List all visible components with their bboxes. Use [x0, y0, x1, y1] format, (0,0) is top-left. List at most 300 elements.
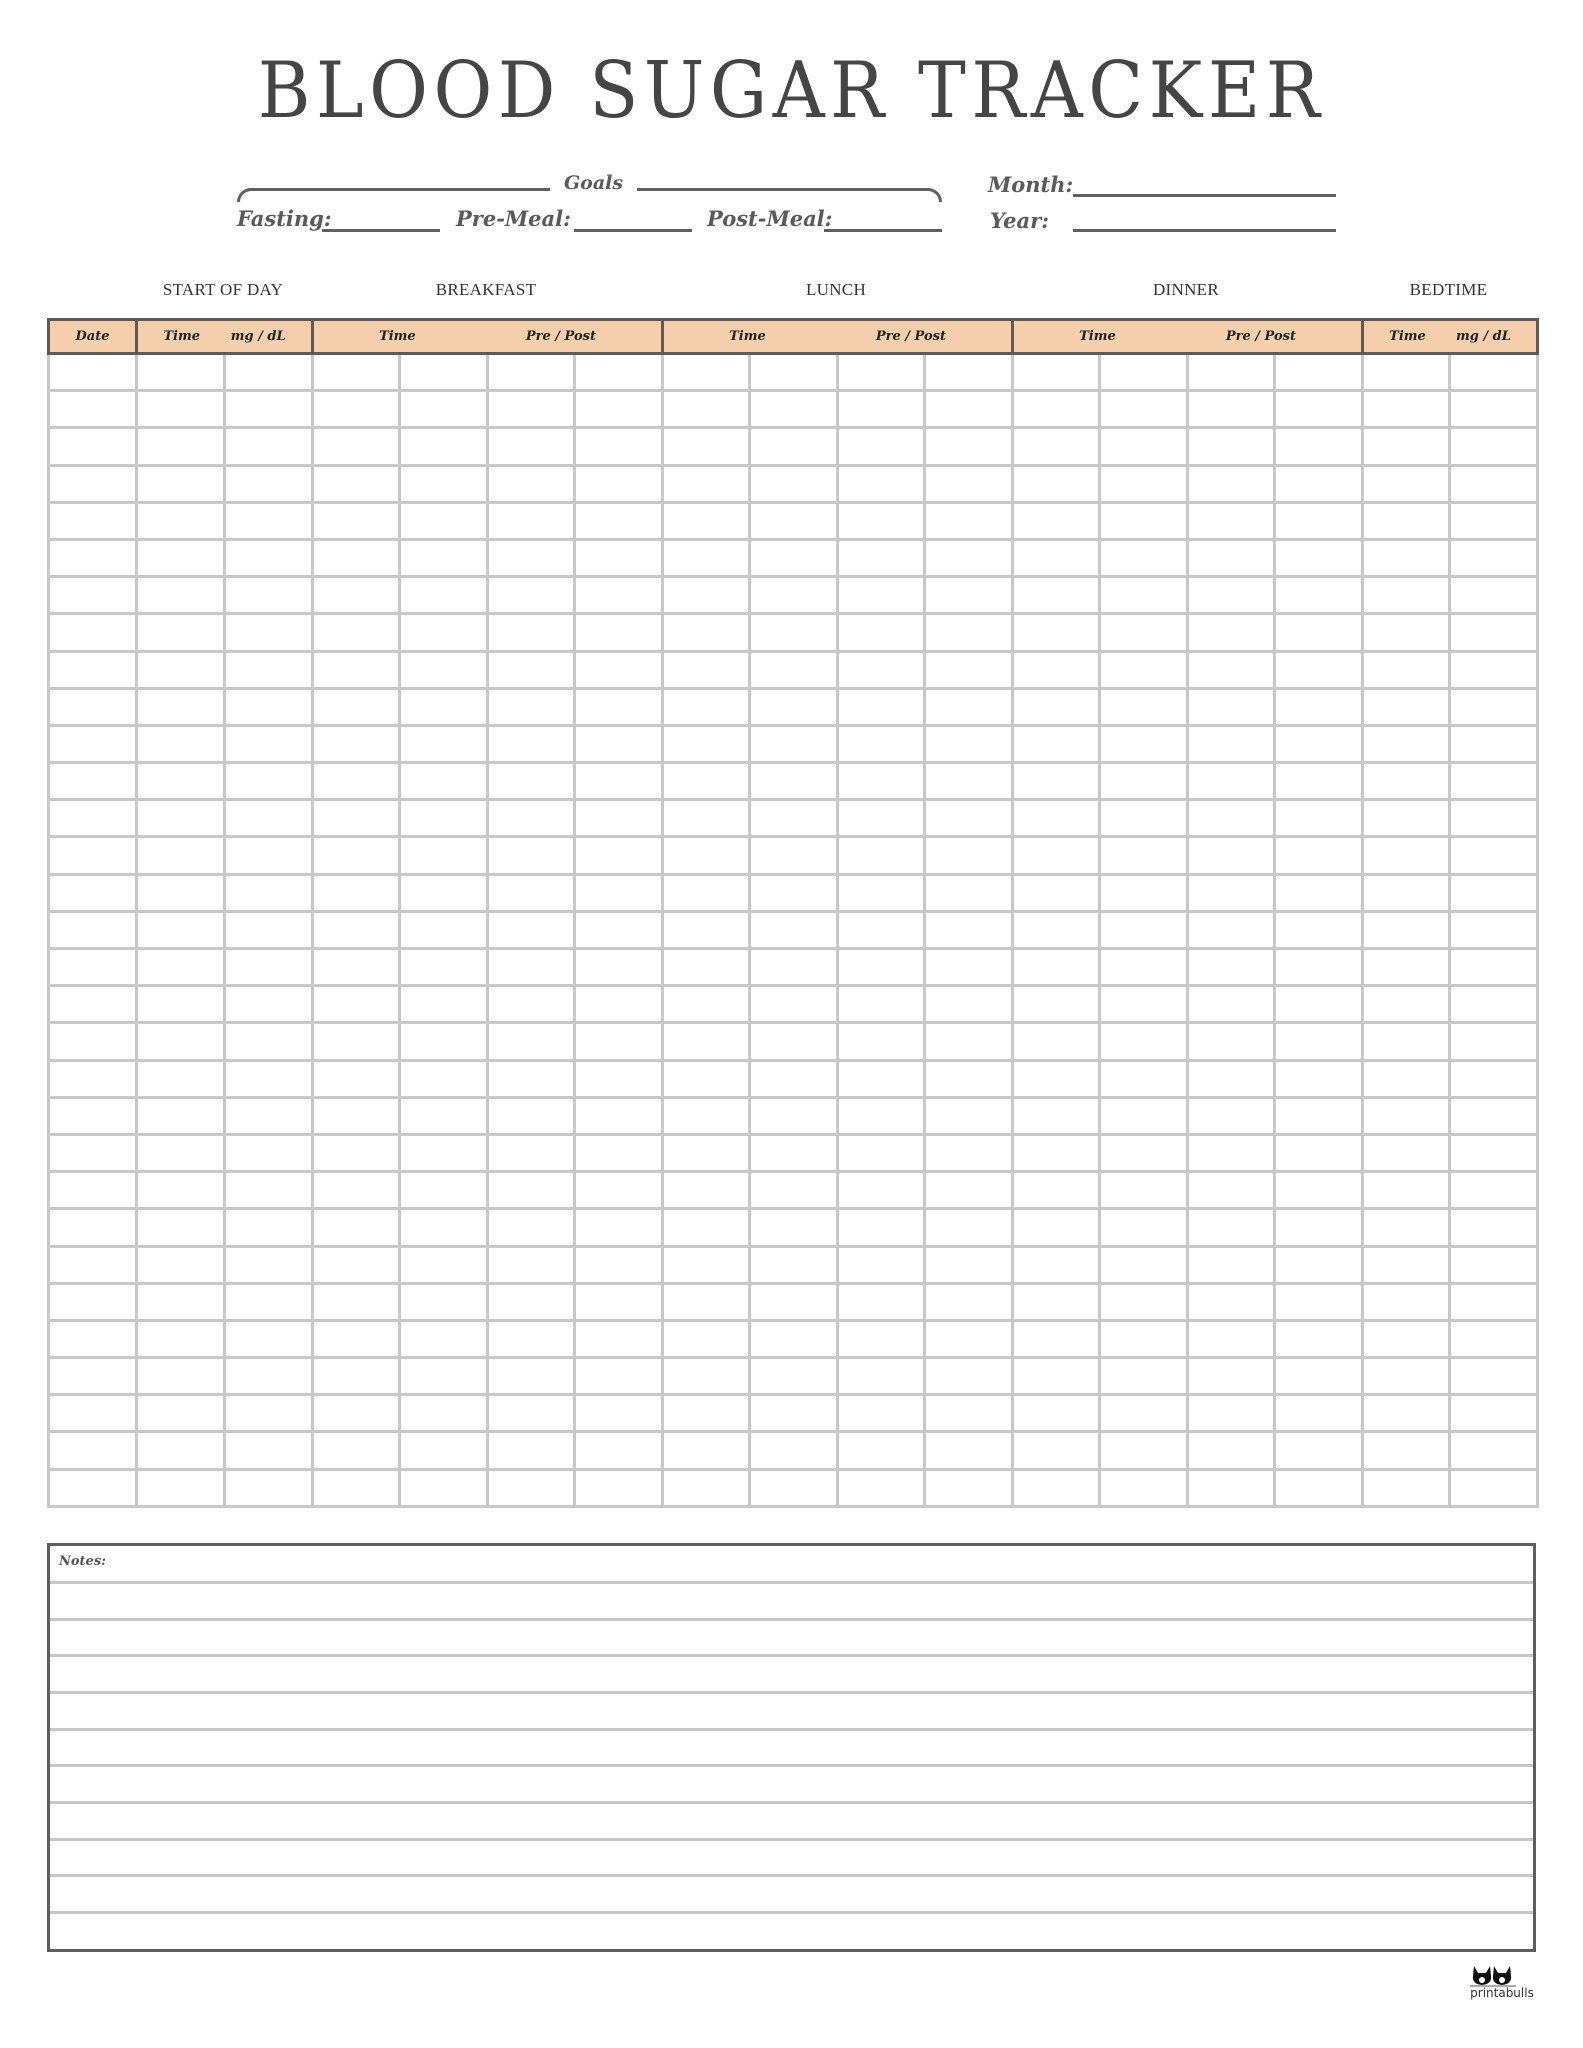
table-cell[interactable]: [1188, 354, 1275, 391]
table-cell[interactable]: [488, 354, 575, 391]
table-cell[interactable]: [1450, 949, 1538, 986]
table-cell[interactable]: [49, 1023, 137, 1060]
table-cell[interactable]: [137, 911, 225, 948]
table-cell[interactable]: [1363, 1097, 1450, 1134]
table-cell[interactable]: [750, 428, 838, 465]
table-cell[interactable]: [1013, 502, 1100, 539]
table-cell[interactable]: [49, 428, 137, 465]
table-cell[interactable]: [313, 1209, 400, 1246]
table-cell[interactable]: [925, 1358, 1013, 1395]
table-cell[interactable]: [750, 1358, 838, 1395]
table-cell[interactable]: [313, 874, 400, 911]
table-cell[interactable]: [575, 1134, 663, 1171]
table-cell[interactable]: [663, 1246, 750, 1283]
table-cell[interactable]: [750, 577, 838, 614]
table-cell[interactable]: [925, 1246, 1013, 1283]
table-cell[interactable]: [400, 949, 488, 986]
table-cell[interactable]: [575, 1395, 663, 1432]
table-cell[interactable]: [400, 688, 488, 725]
table-cell[interactable]: [225, 1432, 313, 1469]
table-cell[interactable]: [1188, 1320, 1275, 1357]
table-cell[interactable]: [575, 651, 663, 688]
table-cell[interactable]: [575, 1320, 663, 1357]
table-cell[interactable]: [488, 1320, 575, 1357]
table-cell[interactable]: [1013, 1246, 1100, 1283]
table-cell[interactable]: [137, 1432, 225, 1469]
table-cell[interactable]: [575, 465, 663, 502]
table-cell[interactable]: [49, 1097, 137, 1134]
table-cell[interactable]: [1013, 837, 1100, 874]
table-cell[interactable]: [400, 1060, 488, 1097]
table-cell[interactable]: [49, 1469, 137, 1506]
table-cell[interactable]: [49, 949, 137, 986]
table-cell[interactable]: [663, 800, 750, 837]
table-cell[interactable]: [400, 763, 488, 800]
table-cell[interactable]: [925, 1060, 1013, 1097]
table-cell[interactable]: [313, 502, 400, 539]
table-cell[interactable]: [488, 614, 575, 651]
table-cell[interactable]: [925, 614, 1013, 651]
table-cell[interactable]: [838, 1134, 925, 1171]
table-cell[interactable]: [1013, 465, 1100, 502]
table-cell[interactable]: [1188, 1097, 1275, 1134]
table-cell[interactable]: [488, 465, 575, 502]
table-cell[interactable]: [1100, 428, 1188, 465]
table-cell[interactable]: [663, 874, 750, 911]
table-cell[interactable]: [575, 725, 663, 762]
table-cell[interactable]: [663, 1283, 750, 1320]
table-cell[interactable]: [488, 1469, 575, 1506]
table-cell[interactable]: [137, 725, 225, 762]
table-cell[interactable]: [488, 911, 575, 948]
table-cell[interactable]: [137, 1469, 225, 1506]
table-cell[interactable]: [925, 1134, 1013, 1171]
table-cell[interactable]: [137, 800, 225, 837]
table-cell[interactable]: [925, 651, 1013, 688]
table-cell[interactable]: [1013, 1358, 1100, 1395]
table-cell[interactable]: [838, 986, 925, 1023]
table-cell[interactable]: [663, 1023, 750, 1060]
table-cell[interactable]: [225, 539, 313, 576]
table-cell[interactable]: [575, 1060, 663, 1097]
table-cell[interactable]: [1013, 800, 1100, 837]
table-cell[interactable]: [838, 837, 925, 874]
table-cell[interactable]: [49, 1395, 137, 1432]
table-cell[interactable]: [1013, 1172, 1100, 1209]
table-cell[interactable]: [1275, 614, 1363, 651]
table-cell[interactable]: [925, 391, 1013, 428]
table-cell[interactable]: [488, 874, 575, 911]
table-cell[interactable]: [49, 986, 137, 1023]
table-cell[interactable]: [1013, 539, 1100, 576]
table-cell[interactable]: [838, 614, 925, 651]
table-cell[interactable]: [1013, 763, 1100, 800]
table-cell[interactable]: [925, 428, 1013, 465]
table-cell[interactable]: [1363, 1246, 1450, 1283]
table-cell[interactable]: [1100, 391, 1188, 428]
table-cell[interactable]: [750, 800, 838, 837]
table-cell[interactable]: [1275, 539, 1363, 576]
table-cell[interactable]: [488, 577, 575, 614]
table-cell[interactable]: [1275, 949, 1363, 986]
table-cell[interactable]: [400, 1283, 488, 1320]
table-cell[interactable]: [1450, 354, 1538, 391]
table-cell[interactable]: [1275, 1283, 1363, 1320]
month-field[interactable]: [1073, 194, 1336, 197]
table-cell[interactable]: [313, 539, 400, 576]
table-cell[interactable]: [663, 502, 750, 539]
table-cell[interactable]: [1275, 874, 1363, 911]
table-cell[interactable]: [488, 1209, 575, 1246]
table-cell[interactable]: [313, 354, 400, 391]
table-cell[interactable]: [400, 502, 488, 539]
table-cell[interactable]: [313, 651, 400, 688]
table-cell[interactable]: [1363, 763, 1450, 800]
table-cell[interactable]: [1450, 1209, 1538, 1246]
table-cell[interactable]: [225, 1246, 313, 1283]
table-cell[interactable]: [1013, 1395, 1100, 1432]
table-cell[interactable]: [575, 1283, 663, 1320]
table-cell[interactable]: [225, 502, 313, 539]
table-cell[interactable]: [838, 539, 925, 576]
table-cell[interactable]: [838, 874, 925, 911]
table-cell[interactable]: [1013, 911, 1100, 948]
table-cell[interactable]: [925, 837, 1013, 874]
table-cell[interactable]: [1450, 725, 1538, 762]
table-cell[interactable]: [49, 614, 137, 651]
table-cell[interactable]: [1188, 949, 1275, 986]
table-cell[interactable]: [1450, 1432, 1538, 1469]
table-cell[interactable]: [663, 651, 750, 688]
table-cell[interactable]: [1275, 1209, 1363, 1246]
table-cell[interactable]: [575, 800, 663, 837]
table-cell[interactable]: [1363, 986, 1450, 1023]
table-cell[interactable]: [1188, 800, 1275, 837]
table-cell[interactable]: [750, 1134, 838, 1171]
table-cell[interactable]: [663, 1209, 750, 1246]
table-cell[interactable]: [1363, 837, 1450, 874]
table-cell[interactable]: [225, 1395, 313, 1432]
pre-meal-field[interactable]: [574, 229, 692, 232]
table-cell[interactable]: [1450, 577, 1538, 614]
table-cell[interactable]: [49, 651, 137, 688]
table-cell[interactable]: [1013, 1432, 1100, 1469]
table-cell[interactable]: [750, 874, 838, 911]
table-cell[interactable]: [225, 874, 313, 911]
table-cell[interactable]: [838, 651, 925, 688]
post-meal-field[interactable]: [824, 229, 942, 232]
table-cell[interactable]: [225, 800, 313, 837]
table-cell[interactable]: [137, 1023, 225, 1060]
table-cell[interactable]: [663, 1172, 750, 1209]
table-cell[interactable]: [1013, 651, 1100, 688]
table-cell[interactable]: [663, 725, 750, 762]
table-cell[interactable]: [400, 837, 488, 874]
table-cell[interactable]: [49, 1209, 137, 1246]
table-cell[interactable]: [838, 1060, 925, 1097]
table-cell[interactable]: [1363, 1023, 1450, 1060]
table-cell[interactable]: [225, 465, 313, 502]
table-cell[interactable]: [1450, 837, 1538, 874]
table-cell[interactable]: [400, 1320, 488, 1357]
table-cell[interactable]: [488, 391, 575, 428]
table-cell[interactable]: [313, 1097, 400, 1134]
table-cell[interactable]: [750, 1209, 838, 1246]
table-cell[interactable]: [313, 763, 400, 800]
table-cell[interactable]: [137, 688, 225, 725]
table-cell[interactable]: [137, 428, 225, 465]
table-cell[interactable]: [49, 688, 137, 725]
table-cell[interactable]: [663, 354, 750, 391]
table-cell[interactable]: [575, 949, 663, 986]
table-cell[interactable]: [313, 1060, 400, 1097]
table-cell[interactable]: [225, 1283, 313, 1320]
table-cell[interactable]: [400, 614, 488, 651]
table-cell[interactable]: [488, 1023, 575, 1060]
table-cell[interactable]: [575, 763, 663, 800]
table-cell[interactable]: [1188, 986, 1275, 1023]
table-cell[interactable]: [488, 1060, 575, 1097]
table-cell[interactable]: [313, 1023, 400, 1060]
table-cell[interactable]: [1363, 614, 1450, 651]
table-cell[interactable]: [575, 1023, 663, 1060]
table-cell[interactable]: [400, 1395, 488, 1432]
table-cell[interactable]: [663, 614, 750, 651]
table-cell[interactable]: [488, 837, 575, 874]
table-cell[interactable]: [1363, 1320, 1450, 1357]
table-cell[interactable]: [838, 763, 925, 800]
table-cell[interactable]: [137, 539, 225, 576]
table-cell[interactable]: [225, 577, 313, 614]
table-cell[interactable]: [1100, 1320, 1188, 1357]
table-cell[interactable]: [838, 1320, 925, 1357]
table-cell[interactable]: [1275, 986, 1363, 1023]
table-cell[interactable]: [1100, 1283, 1188, 1320]
table-cell[interactable]: [313, 949, 400, 986]
table-cell[interactable]: [838, 725, 925, 762]
table-cell[interactable]: [400, 1432, 488, 1469]
table-cell[interactable]: [838, 911, 925, 948]
table-cell[interactable]: [225, 1023, 313, 1060]
table-cell[interactable]: [1363, 949, 1450, 986]
table-cell[interactable]: [1188, 502, 1275, 539]
table-cell[interactable]: [137, 391, 225, 428]
table-cell[interactable]: [1275, 688, 1363, 725]
table-cell[interactable]: [1363, 651, 1450, 688]
table-cell[interactable]: [225, 1358, 313, 1395]
table-cell[interactable]: [925, 986, 1013, 1023]
table-cell[interactable]: [1100, 800, 1188, 837]
table-cell[interactable]: [925, 1320, 1013, 1357]
table-cell[interactable]: [488, 428, 575, 465]
table-cell[interactable]: [925, 465, 1013, 502]
table-cell[interactable]: [750, 391, 838, 428]
table-cell[interactable]: [663, 911, 750, 948]
table-cell[interactable]: [838, 1172, 925, 1209]
table-cell[interactable]: [1100, 1023, 1188, 1060]
table-cell[interactable]: [313, 911, 400, 948]
table-cell[interactable]: [137, 949, 225, 986]
table-cell[interactable]: [1188, 1246, 1275, 1283]
table-cell[interactable]: [313, 725, 400, 762]
table-cell[interactable]: [750, 911, 838, 948]
table-cell[interactable]: [400, 800, 488, 837]
table-cell[interactable]: [1100, 763, 1188, 800]
table-cell[interactable]: [1100, 949, 1188, 986]
table-cell[interactable]: [925, 502, 1013, 539]
table-cell[interactable]: [925, 911, 1013, 948]
table-cell[interactable]: [663, 1134, 750, 1171]
table-cell[interactable]: [663, 1097, 750, 1134]
fasting-field[interactable]: [322, 229, 440, 232]
table-cell[interactable]: [1363, 725, 1450, 762]
table-cell[interactable]: [1363, 354, 1450, 391]
table-cell[interactable]: [1363, 800, 1450, 837]
table-cell[interactable]: [225, 428, 313, 465]
table-cell[interactable]: [137, 502, 225, 539]
table-cell[interactable]: [488, 725, 575, 762]
table-cell[interactable]: [488, 949, 575, 986]
table-cell[interactable]: [925, 949, 1013, 986]
table-cell[interactable]: [400, 986, 488, 1023]
table-cell[interactable]: [313, 986, 400, 1023]
table-cell[interactable]: [225, 1320, 313, 1357]
table-cell[interactable]: [1450, 539, 1538, 576]
table-cell[interactable]: [137, 614, 225, 651]
table-cell[interactable]: [1275, 1023, 1363, 1060]
table-cell[interactable]: [1275, 1246, 1363, 1283]
table-cell[interactable]: [400, 1209, 488, 1246]
table-cell[interactable]: [1275, 763, 1363, 800]
table-cell[interactable]: [663, 763, 750, 800]
table-cell[interactable]: [313, 1134, 400, 1171]
table-cell[interactable]: [1275, 651, 1363, 688]
table-cell[interactable]: [488, 800, 575, 837]
year-field[interactable]: [1073, 229, 1336, 232]
table-cell[interactable]: [225, 688, 313, 725]
table-cell[interactable]: [225, 949, 313, 986]
table-cell[interactable]: [137, 577, 225, 614]
table-cell[interactable]: [750, 1469, 838, 1506]
table-cell[interactable]: [838, 1358, 925, 1395]
table-cell[interactable]: [663, 539, 750, 576]
table-cell[interactable]: [750, 614, 838, 651]
table-cell[interactable]: [1363, 1172, 1450, 1209]
table-cell[interactable]: [313, 465, 400, 502]
table-cell[interactable]: [225, 651, 313, 688]
table-cell[interactable]: [1450, 1023, 1538, 1060]
table-cell[interactable]: [1100, 1097, 1188, 1134]
table-cell[interactable]: [1188, 539, 1275, 576]
table-cell[interactable]: [1188, 614, 1275, 651]
table-cell[interactable]: [838, 1395, 925, 1432]
table-cell[interactable]: [1188, 874, 1275, 911]
table-cell[interactable]: [750, 837, 838, 874]
table-cell[interactable]: [313, 1395, 400, 1432]
table-cell[interactable]: [1188, 1283, 1275, 1320]
table-cell[interactable]: [1100, 502, 1188, 539]
table-cell[interactable]: [400, 465, 488, 502]
table-cell[interactable]: [838, 1469, 925, 1506]
table-cell[interactable]: [1188, 725, 1275, 762]
table-cell[interactable]: [1450, 688, 1538, 725]
table-cell[interactable]: [49, 1432, 137, 1469]
table-cell[interactable]: [838, 391, 925, 428]
table-cell[interactable]: [225, 1097, 313, 1134]
table-cell[interactable]: [750, 1432, 838, 1469]
table-cell[interactable]: [1275, 1097, 1363, 1134]
table-cell[interactable]: [750, 465, 838, 502]
table-cell[interactable]: [925, 354, 1013, 391]
table-cell[interactable]: [225, 911, 313, 948]
table-cell[interactable]: [925, 874, 1013, 911]
table-cell[interactable]: [400, 1358, 488, 1395]
table-cell[interactable]: [1188, 763, 1275, 800]
table-cell[interactable]: [488, 763, 575, 800]
table-cell[interactable]: [313, 1320, 400, 1357]
table-cell[interactable]: [1275, 391, 1363, 428]
table-cell[interactable]: [1450, 651, 1538, 688]
table-cell[interactable]: [137, 837, 225, 874]
table-cell[interactable]: [663, 1320, 750, 1357]
table-cell[interactable]: [1450, 911, 1538, 948]
table-cell[interactable]: [1013, 1060, 1100, 1097]
table-cell[interactable]: [1013, 1283, 1100, 1320]
table-cell[interactable]: [1363, 911, 1450, 948]
table-cell[interactable]: [137, 874, 225, 911]
table-cell[interactable]: [49, 1060, 137, 1097]
table-cell[interactable]: [575, 539, 663, 576]
table-cell[interactable]: [1188, 1209, 1275, 1246]
table-cell[interactable]: [1363, 1432, 1450, 1469]
table-cell[interactable]: [1188, 1023, 1275, 1060]
table-cell[interactable]: [750, 1246, 838, 1283]
table-cell[interactable]: [49, 577, 137, 614]
table-cell[interactable]: [1100, 725, 1188, 762]
table-cell[interactable]: [663, 688, 750, 725]
table-cell[interactable]: [1100, 1358, 1188, 1395]
table-cell[interactable]: [49, 874, 137, 911]
table-cell[interactable]: [1100, 539, 1188, 576]
table-cell[interactable]: [575, 354, 663, 391]
table-cell[interactable]: [49, 502, 137, 539]
table-cell[interactable]: [137, 1283, 225, 1320]
table-cell[interactable]: [750, 1320, 838, 1357]
table-cell[interactable]: [488, 1246, 575, 1283]
table-cell[interactable]: [137, 354, 225, 391]
table-cell[interactable]: [1013, 614, 1100, 651]
table-cell[interactable]: [1363, 577, 1450, 614]
table-cell[interactable]: [313, 837, 400, 874]
table-cell[interactable]: [925, 1469, 1013, 1506]
table-cell[interactable]: [663, 837, 750, 874]
table-cell[interactable]: [663, 1358, 750, 1395]
table-cell[interactable]: [838, 800, 925, 837]
table-cell[interactable]: [137, 651, 225, 688]
table-cell[interactable]: [1363, 688, 1450, 725]
table-cell[interactable]: [1013, 688, 1100, 725]
table-cell[interactable]: [488, 1097, 575, 1134]
table-cell[interactable]: [49, 1283, 137, 1320]
table-cell[interactable]: [225, 1134, 313, 1171]
table-cell[interactable]: [488, 688, 575, 725]
table-cell[interactable]: [925, 1172, 1013, 1209]
table-cell[interactable]: [1450, 502, 1538, 539]
table-cell[interactable]: [1013, 391, 1100, 428]
table-cell[interactable]: [137, 1320, 225, 1357]
table-cell[interactable]: [400, 651, 488, 688]
table-cell[interactable]: [925, 1432, 1013, 1469]
